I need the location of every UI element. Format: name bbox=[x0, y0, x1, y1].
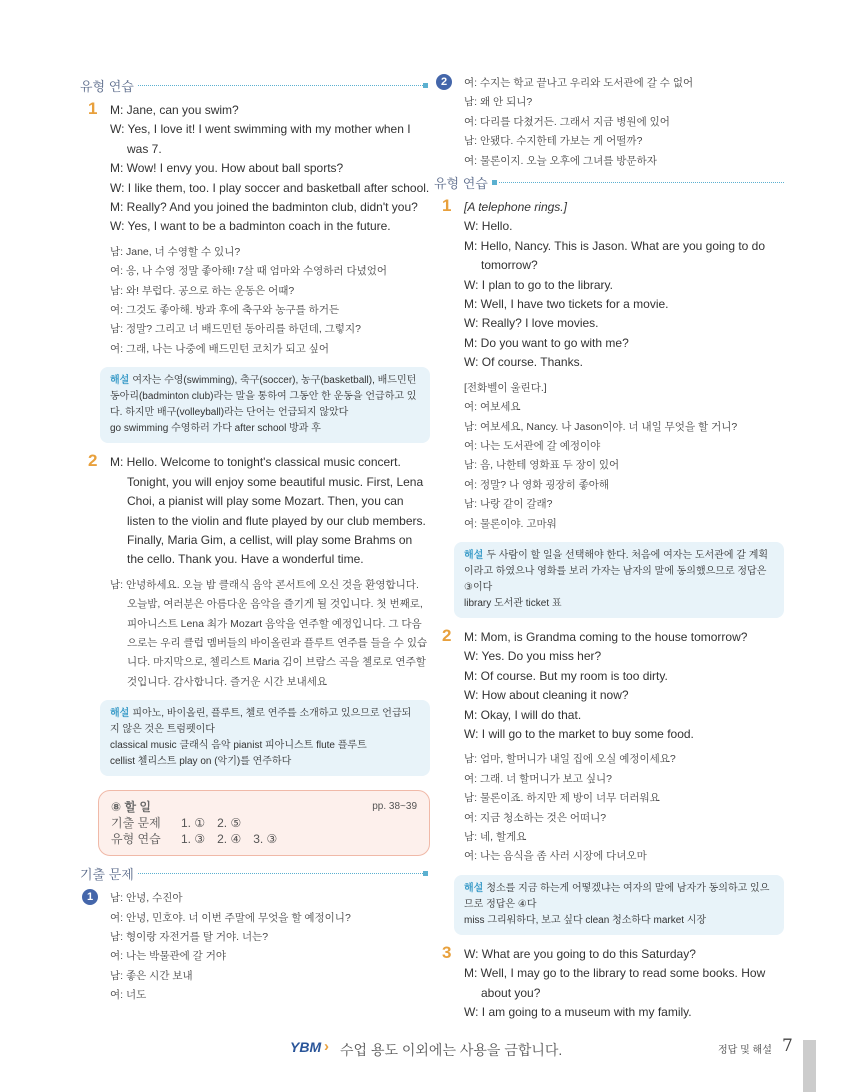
explanation-box: 해설 피아노, 바이올린, 플루트, 첼로 연주를 소개하고 있으므로 언급되지 않은 것은 트럼펫이다 classical music 클래식 음악 pianist 피아니스트 flute 플루트 cellist 첼리스트 play on (악기)를 연주하다 bbox=[100, 700, 430, 776]
question-2 bbox=[80, 453, 430, 692]
section-title: 기출 문제 bbox=[80, 864, 430, 883]
section-title: 유형 연습 bbox=[80, 76, 430, 95]
korean-translation: 남: 엄마, 할머니가 내일 집에 오실 예정이세요? 여: 그래. 너 할머니가 보고 싶니? 남: 물론이죠. 하지만 제 방이 너무 더러워요 여: 지금 청소하는 것은 어떠니? 남: 네, 할게요 여: 나는 음식을 좀 사러 시장에 다녀오마 bbox=[464, 753, 676, 863]
korean-translation: 남: 안녕하세요. 오늘 밤 클래식 음악 콘서트에 오신 것을 환영합니다. 오늘밤, 여러분은 아름다운 음악을 즐기게 될 것입니다. 첫 번째로, 피아니스트 Lena 최가 Mozart 음악을 연주할 예정입니다. 그 다음으로는 우리 클럽 멤버들의 바이올린과 플루트 연주를 들을 수 있습니다. 마지막으로, 첼리스트 Maria 김이 브람스 곡을 첼로로 연주할 것입니다. 감사합니다. 즐거운 시간 보내세요 bbox=[110, 578, 428, 688]
question-1 bbox=[80, 101, 430, 359]
question-3 bbox=[434, 942, 784, 1023]
section-title: 유형 연습 bbox=[434, 173, 784, 192]
right-column bbox=[434, 74, 784, 1022]
korean-translation: 여: 수지는 학교 끝나고 우리와 도서관에 갈 수 없어 남: 왜 안 되니? 여: 다리를 다쳤거든. 그래서 지금 병원에 있어 남: 안됐다. 수지한테 가보는 게 어떨까? 여: 물론이지. 오늘 오후에 그녀를 방문하자 bbox=[464, 77, 694, 167]
answer-key-box: ⑧ 할 일 pp. 38~39 기출 문제 1. ① 2. ⑤ 유형 연습 1. ③ 2. ④ 3. ③ bbox=[98, 790, 430, 856]
korean-translation: 남: 안녕, 수진아 여: 안녕, 민호야. 너 이번 주말에 무엇을 할 예정이니? 남: 형이랑 자전거를 탈 거야. 너는? 여: 나는 박물관에 갈 거야 남: 좋은 시간 보내 여: 너도 bbox=[110, 892, 351, 1002]
question-number: 2 bbox=[442, 625, 452, 645]
english-script: M: Hello. Welcome to tonight's classical music concert. Tonight, you will enjoy some beautiful music. First, Lena Choi, a pianist will play some Mozart. Then, you can listen to the violin and flute played by our club members. Finally, Maria Gim, a cellist, will play some Brahms on the cello. Thank you. Have a wonderful time. bbox=[110, 455, 426, 567]
question-2 bbox=[434, 625, 784, 867]
korean-translation: 남: Jane, 너 수영할 수 있니? 여: 응, 나 수영 정말 좋아해! 7살 때 엄마와 수영하러 다녔었어 남: 와! 부럽다. 공으로 하는 운동은 어때? 여: 그것도 좋아해. 방과 후에 축구와 농구를 하거든 남: 정말? 그리고 너 배드민턴 동아리를 하던데, 그렇지? 여: 그래, 나는 나중에 배드민턴 코치가 되고 싶어 bbox=[110, 245, 388, 355]
chevron-right-icon: › bbox=[324, 1038, 329, 1055]
left-column bbox=[80, 76, 430, 1006]
korean-translation: [전화벨이 울린다.] 여: 여보세요 남: 여보세요, Nancy. 나 Jason이야. 너 내일 무엇을 할 거니? 여: 나는 도서관에 갈 예정이야 남: 음, 나한테 영화표 두 장이 있어 여: 정말? 나 영화 굉장히 좋아해 남: 나랑 같이 갈래? 여: 물론이야. 고마워 bbox=[464, 381, 738, 530]
page-edge-tab bbox=[803, 1040, 816, 1092]
question-2-top bbox=[434, 74, 784, 171]
page-number: 7 bbox=[782, 1036, 793, 1056]
explanation-box: 해설 청소를 지금 하는게 어떻겠냐는 여자의 말에 남자가 동의하고 있으므로 정답은 ④다 miss 그리워하다, 보고 싶다 clean 청소하다 market 시장 bbox=[454, 875, 784, 935]
explanation-box: 해설 두 사람이 할 일을 선택해야 한다. 처음에 여자는 도서관에 갈 계획이라고 하였으나 영화를 보러 가자는 남자의 말에 동의했으므로 정답은 ③이다 library 도서관 ticket 표 bbox=[454, 542, 784, 618]
usage-notice: 수업 용도 이외에는 사용을 금합니다. bbox=[340, 1042, 563, 1058]
english-script: W: What are you going to do this Saturday? M: Well, I may go to the library to read some books. How about you? W: I am going to a museum with my family. bbox=[464, 946, 766, 1020]
question-number: 2 bbox=[436, 74, 452, 90]
english-script: M: Mom, is Grandma coming to the house tomorrow? W: Yes. Do you miss her? M: Of course. But my room is too dirty. W: How about cleaning it now? M: Okay, I will do that. W: I will go to the market to buy some food. bbox=[464, 629, 748, 741]
question-number: 1 bbox=[82, 889, 98, 905]
question-number: 1 bbox=[88, 99, 98, 118]
question-number: 3 bbox=[442, 942, 452, 962]
question-1 bbox=[434, 198, 784, 534]
page-label: 정답 및 해설 bbox=[718, 1045, 772, 1056]
english-script: M: Jane, can you swim? W: Yes, I love it! I went swimming with my mother when I was 7. M: Wow! I envy you. How about ball sports? W: I like them, too. I play soccer and basketball after school. M: Really? And you joined the badminton club, didn't you? W: Yes, I want to be a badminton coach in the future. bbox=[110, 103, 430, 234]
question-number: 2 bbox=[88, 451, 98, 471]
question-3 bbox=[80, 889, 430, 1005]
brand-logo: YBM bbox=[290, 1039, 322, 1055]
explanation-box: 해설 여자는 수영(swimming), 축구(soccer), 농구(basketball), 배드민턴 동아리(badminton club)라는 말을 통하여 그동안 한 운동을 언급하고 있다. 하지만 배구(volleyball)라는 단어는 언급되지 않았다 go swimming 수영하러 가다 after school 방과 후 bbox=[100, 367, 430, 443]
question-number: 1 bbox=[442, 196, 452, 216]
english-script: [A telephone rings.] W: Hello. M: Hello, Nancy. This is Jason. What are you going to do tomorrow? W: I plan to go to the library. M: Well, I have two tickets for a movie. W: Really? I love movies. M: Do you want to go with me? W: Of course. Thanks. bbox=[464, 200, 766, 370]
page-footer bbox=[0, 1035, 858, 1065]
